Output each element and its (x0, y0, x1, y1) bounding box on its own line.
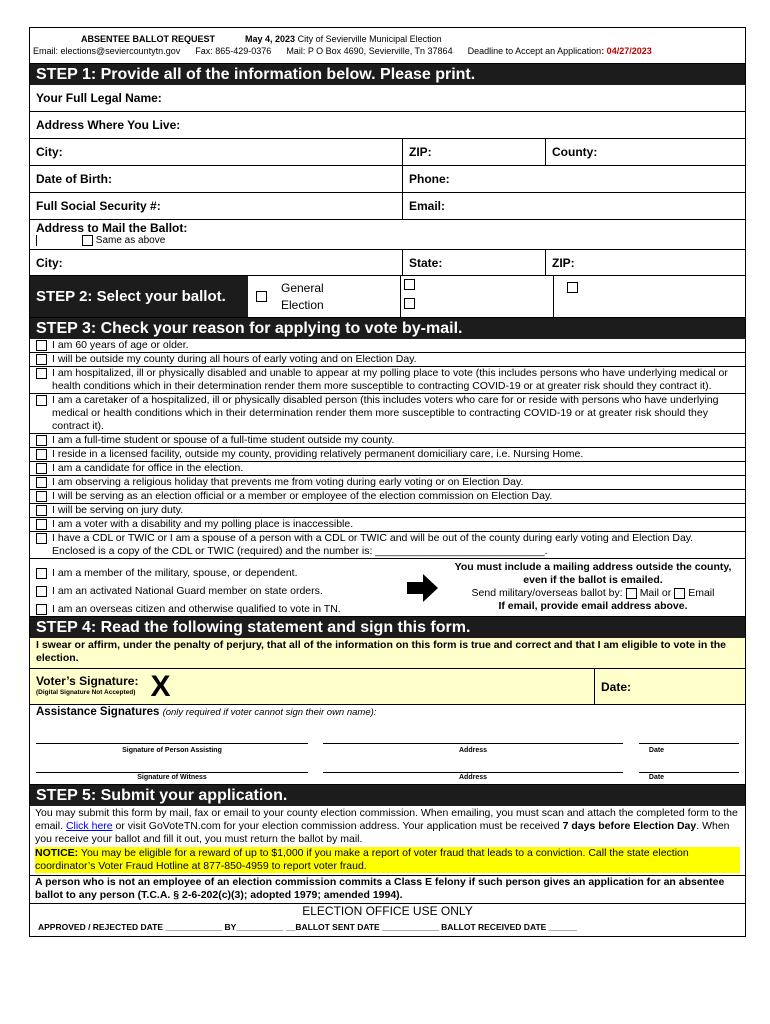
reason-text: I am 60 years of age or older. (52, 339, 189, 351)
city-field[interactable]: City: (36, 145, 63, 159)
oath-statement: I swear or affirm, under the penalty of perjury, that all of the information on this form is true and correct and that I am eligible to vote in the election. (30, 638, 745, 669)
mail-city-field[interactable]: City: (36, 255, 63, 270)
reason-item (30, 518, 745, 532)
reason-item (30, 490, 745, 504)
absentee-ballot-form (29, 27, 746, 937)
reason-item (30, 532, 745, 559)
reason-text: I will be serving on jury duty. (52, 504, 184, 516)
reason-checkbox[interactable] (36, 395, 47, 406)
step1-title: STEP 1: Provide all of the information below. Please print. (30, 64, 745, 85)
office-use-title: ELECTION OFFICE USE ONLY (302, 904, 473, 918)
military-note: You must include a mailing address outside the county, even if the ballot is emailed. (454, 561, 732, 586)
election-name: City of Sevierville Municipal Election (297, 34, 442, 44)
step2-title: STEP 2: Select your ballot. (30, 276, 248, 317)
assistance-signatures: Assistance Signatures (only required if voter cannot sign their own name): Signature of Person Assisting Address Date Signature of Witness Address Date (30, 705, 745, 785)
step2-row (30, 276, 745, 318)
reason-text: I reside in a licensed facility, outside my county, providing relatively permanent domiciliary care, i.e. Nursing Home. (52, 448, 584, 460)
signature-x-mark: X (150, 669, 171, 703)
witness-date-line[interactable] (639, 772, 739, 773)
deadline-label: Deadline to Accept an Application (467, 46, 602, 56)
address-field[interactable]: Address Where You Live: (30, 112, 745, 139)
send-by-email-checkbox[interactable] (674, 588, 685, 599)
military-checkbox[interactable] (36, 568, 47, 579)
reason-checkbox[interactable] (36, 505, 47, 516)
step3-title: STEP 3: Check your reason for applying to vote by-mail. (30, 318, 745, 339)
fraud-notice: NOTICE: You may be eligible for a reward of up to $1,000 if you make a report of voter fraud that leads to a conviction. Call the state election coordinator’s Voter Fraud Hotline at 877-850-4959 to report voter fraud. (35, 847, 740, 873)
reason-text: I am a caretaker of a hospitalized, ill or physically disabled person (this includes voters who care for or reside with persons who have underlying medical or health conditions which in their determination render them more susceptible to contracting COVID-19 or at greater risk should they contract it). (52, 394, 719, 432)
form-header (30, 28, 745, 64)
reason-checkbox[interactable] (36, 477, 47, 488)
reason-text: I am a full-time student or spouse of a full-time student outside my county. (52, 434, 395, 446)
email-field[interactable]: Email: (402, 193, 745, 219)
voter-signature-field[interactable]: Voter’s Signature: (Digital Signature Not Accepted) X (30, 669, 595, 704)
reason-checkbox[interactable] (36, 533, 47, 544)
national-guard-checkbox[interactable] (36, 586, 47, 597)
dob-field[interactable]: Date of Birth: (36, 172, 112, 186)
send-by-mail-checkbox[interactable] (626, 588, 637, 599)
reason-list (30, 339, 745, 559)
mail-zip-field[interactable]: ZIP: (545, 250, 745, 275)
reason-item (30, 434, 745, 448)
reason-checkbox[interactable] (36, 368, 47, 379)
general-election-checkbox[interactable] (256, 291, 267, 302)
reason-checkbox[interactable] (36, 435, 47, 446)
ballot-option-checkbox[interactable] (567, 282, 578, 293)
phone-field[interactable]: Phone: (402, 166, 745, 192)
contact-fax: Fax: 865-429-0376 (195, 46, 272, 56)
reason-item (30, 353, 745, 367)
general-election-label: General Election (281, 280, 324, 312)
reason-text: I am a voter with a disability and my polling place is inaccessible. (52, 518, 354, 530)
form-title: ABSENTEE BALLOT REQUEST (81, 34, 216, 44)
reason-item (30, 504, 745, 518)
click-here-link[interactable]: Click here (65, 820, 113, 832)
witness-address-line[interactable] (323, 772, 623, 773)
contact-email: Email: elections@seviercountytn.gov (33, 46, 181, 56)
same-as-above-checkbox[interactable] (82, 235, 93, 246)
reason-text: I am hospitalized, ill or physically disabled and unable to appear at my polling place to vote (this includes persons who have underlying medical or health conditions which in their determination render them more susceptible to contracting COVID-19 or at greater risk should they contract it). (52, 367, 728, 392)
signature-date-field[interactable]: Date: (601, 679, 632, 694)
step4-title: STEP 4: Read the following statement and sign this form. (30, 617, 745, 638)
state-field[interactable]: State: (402, 250, 545, 275)
felony-warning: A person who is not an employee of an election commission commits a Class E felony if such person gives an application for an absentee ballot to any person (T.C.A. § 2-6-202(c)(3); adopted 1979; amended 1994). (30, 875, 745, 904)
reason-text: I will be outside my county during all hours of early voting and on Election Day. (52, 353, 417, 365)
full-name-field[interactable]: Your Full Legal Name: (30, 85, 745, 112)
reason-item (30, 339, 745, 353)
arrow-right-icon (405, 559, 441, 616)
reason-checkbox[interactable] (36, 340, 47, 351)
reason-checkbox[interactable] (36, 449, 47, 460)
reason-text: I am a candidate for office in the election. (52, 462, 244, 474)
ballot-option-checkbox[interactable] (404, 279, 415, 290)
email-note: If email, provide email address above. (498, 600, 688, 612)
reason-checkbox[interactable] (36, 354, 47, 365)
assistant-date-line[interactable] (639, 743, 739, 744)
assistant-signature-line[interactable] (36, 743, 308, 744)
county-field[interactable]: County: (545, 139, 745, 165)
zip-field[interactable]: ZIP: (402, 139, 545, 165)
reason-text: I am observing a religious holiday that prevents me from voting during early voting or on Election Day. (52, 476, 524, 488)
step5-title: STEP 5: Submit your application. (30, 785, 745, 806)
reason-checkbox[interactable] (36, 519, 47, 530)
ssn-field[interactable]: Full Social Security #: (36, 199, 161, 213)
election-date: May 4, 2023 (245, 34, 296, 44)
deadline-date: : 04/27/2023 (601, 46, 652, 56)
reason-text: I will be serving as an election official or a member or employee of the election commission on Election Day. (52, 490, 553, 502)
reason-checkbox[interactable] (36, 463, 47, 474)
submit-instructions: You may submit this form by mail, fax or email to your county election commission. When emailing, you must scan and attach the completed form to the email. Click here or visit GoVoteTN.com for your election commission address. Your application must be received 7 days before Election Day. When you receive your ballot and fill it out, you must return the ballot by mail. NOTICE: You may be eligible for a reward of up to $1,000 if you make a report of voter fraud that leads to a conviction. Call the state election coordinator’s Voter Fraud Hotline at 877-850-4959 to report voter fraud. (30, 806, 745, 875)
mail-address-field[interactable]: Address to Mail the Ballot: Same as above (30, 220, 745, 250)
military-section: I am a member of the military, spouse, or dependent. I am an activated National Guard member on state orders. I am an overseas citizen and otherwise qualified to vote in TN. You must include a mailing address outside the county, even if the ballot is emailed. Send military/overseas ballot by: Mail or Email If email, provide email address above. (30, 559, 745, 617)
witness-signature-line[interactable] (36, 772, 308, 773)
reason-item (30, 394, 745, 434)
reason-item (30, 367, 745, 394)
ballot-option-checkbox[interactable] (404, 298, 415, 309)
office-use-row: APPROVED / REJECTED DATE ____________ BY__________ __BALLOT SENT DATE ____________ BALLOT RECEIVED DATE ______ (38, 922, 578, 932)
reason-checkbox[interactable] (36, 491, 47, 502)
reason-item (30, 462, 745, 476)
reason-item (30, 476, 745, 490)
assistant-address-line[interactable] (323, 743, 623, 744)
overseas-citizen-checkbox[interactable] (36, 604, 47, 615)
reason-text: I have a CDL or TWIC or I am a spouse of a person with a CDL or TWIC and will be out of the county during early voting and Election Day. Enclosed is a copy of the CDL or TWIC (required) and the number is: _____________________________. (52, 532, 694, 557)
contact-mail: Mail: P O Box 4690, Sevierville, Tn 37864 (286, 46, 453, 56)
reason-item (30, 448, 745, 462)
